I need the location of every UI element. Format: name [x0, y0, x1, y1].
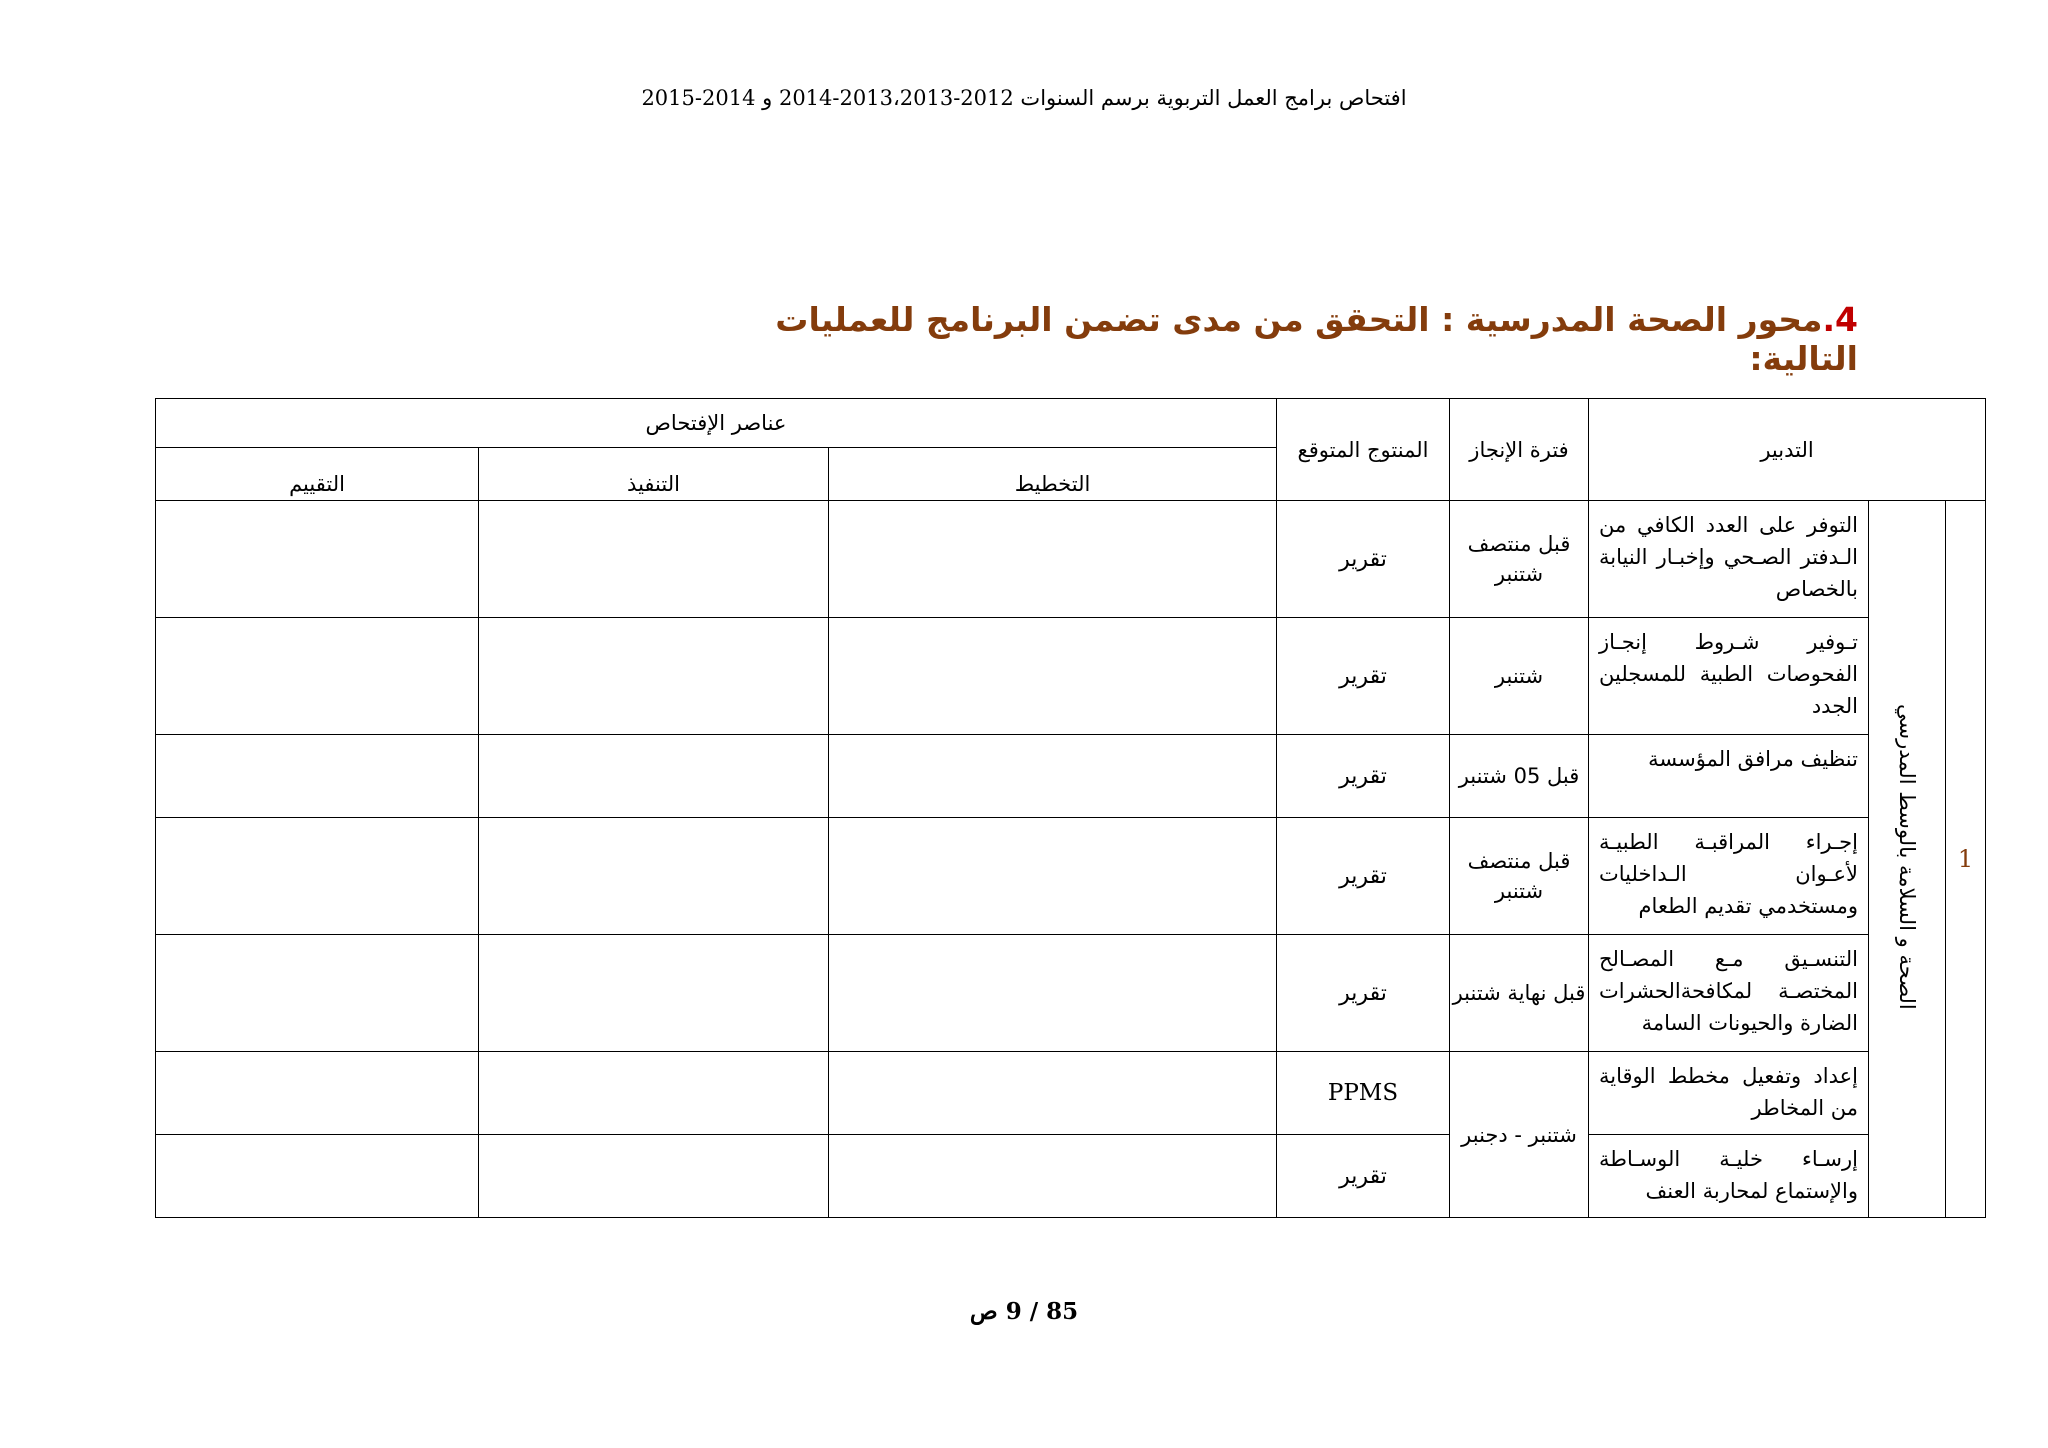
evaluation-cell	[156, 1135, 479, 1218]
header-measure: التدبير	[1589, 399, 1986, 501]
axis-label: الصحة و السلامة بالوسط المدرسي	[1895, 703, 1919, 1010]
measure-cell: التنسـيق مـع المصـالح المختصـة لمكافحةالحشرات الضارة والحيونات السامة	[1589, 935, 1869, 1052]
page-number: 85 / 9 ص	[969, 1298, 1079, 1325]
table-row	[156, 618, 1986, 735]
header-period: فترة الإنجاز	[1450, 399, 1589, 501]
planning-cell	[829, 501, 1277, 618]
planning-cell	[829, 1135, 1277, 1218]
product-cell: تقرير	[1277, 735, 1450, 818]
period-cell: قبل 05 شتنبر	[1450, 735, 1589, 818]
period-cell: قبل منتصف شتنبر	[1450, 818, 1589, 935]
document-header: افتحاص برامج العمل التربوية برسم السنوات 2012-2013،2013-2014 و 2014-2015	[641, 86, 1407, 110]
table-row	[156, 735, 1986, 818]
execution-cell	[479, 935, 829, 1052]
measure-cell: إجـراء المراقبـة الطبيـة لأعـوان الـداخليات ومستخدمي تقديم الطعام	[1589, 818, 1869, 935]
evaluation-cell	[156, 935, 479, 1052]
measure-cell: تنظيف مرافق المؤسسة	[1589, 735, 1869, 818]
measure-cell: إرسـاء خليـة الوسـاطة والإستماع لمحاربة العنف	[1589, 1135, 1869, 1218]
planning-cell	[829, 618, 1277, 735]
evaluation-cell	[156, 1052, 479, 1135]
planning-cell	[829, 935, 1277, 1052]
period-cell: قبل منتصف شتنبر	[1450, 501, 1589, 618]
execution-cell	[479, 818, 829, 935]
group-number: 1	[1946, 501, 1986, 1218]
axis-label-cell	[1869, 501, 1946, 1218]
header-evaluation: التقييم	[156, 448, 479, 501]
product-cell: تقرير	[1277, 618, 1450, 735]
product-cell: تقرير	[1277, 1135, 1450, 1218]
execution-cell	[479, 735, 829, 818]
table-row	[156, 1052, 1986, 1135]
product-cell: PPMS	[1277, 1052, 1450, 1135]
evaluation-cell	[156, 501, 479, 618]
section-title	[658, 300, 1858, 378]
measure-cell: إعداد وتفعيل مخطط الوقاية من المخاطر	[1589, 1052, 1869, 1135]
product-cell: تقرير	[1277, 935, 1450, 1052]
product-cell: تقرير	[1277, 501, 1450, 618]
table-row	[156, 501, 1986, 618]
header-planning: التخطيط	[829, 448, 1277, 501]
period-cell: شتنبر - دجنبر	[1450, 1052, 1589, 1218]
section-title-text: محور الصحة المدرسية : التحقق من مدى تضمن البرنامج للعمليات التالية:	[775, 300, 1858, 378]
section-number: 4.	[1822, 300, 1858, 339]
table-header-row-1	[156, 399, 1986, 448]
execution-cell	[479, 1135, 829, 1218]
execution-cell	[479, 1052, 829, 1135]
product-cell: تقرير	[1277, 818, 1450, 935]
execution-cell	[479, 501, 829, 618]
planning-cell	[829, 1052, 1277, 1135]
planning-cell	[829, 735, 1277, 818]
planning-cell	[829, 818, 1277, 935]
measure-cell: التوفر على العدد الكافي من الـدفتر الصـحي وإخبـار النيابة بالخصاص	[1589, 501, 1869, 618]
period-cell: شتنبر	[1450, 618, 1589, 735]
header-audit-elements: عناصر الإفتحاص	[156, 399, 1277, 448]
period-cell: قبل نهاية شتنبر	[1450, 935, 1589, 1052]
table-row	[156, 1135, 1986, 1218]
evaluation-cell	[156, 818, 479, 935]
header-product: المنتوج المتوقع	[1277, 399, 1450, 501]
execution-cell	[479, 618, 829, 735]
evaluation-cell	[156, 735, 479, 818]
table-row	[156, 935, 1986, 1052]
table-row	[156, 818, 1986, 935]
evaluation-cell	[156, 618, 479, 735]
measure-cell: تـوفير شـروط إنجـاز الفحوصات الطبية للمسجلين الجدد	[1589, 618, 1869, 735]
audit-table	[155, 398, 1986, 1218]
header-execution: التنفيذ	[479, 448, 829, 501]
